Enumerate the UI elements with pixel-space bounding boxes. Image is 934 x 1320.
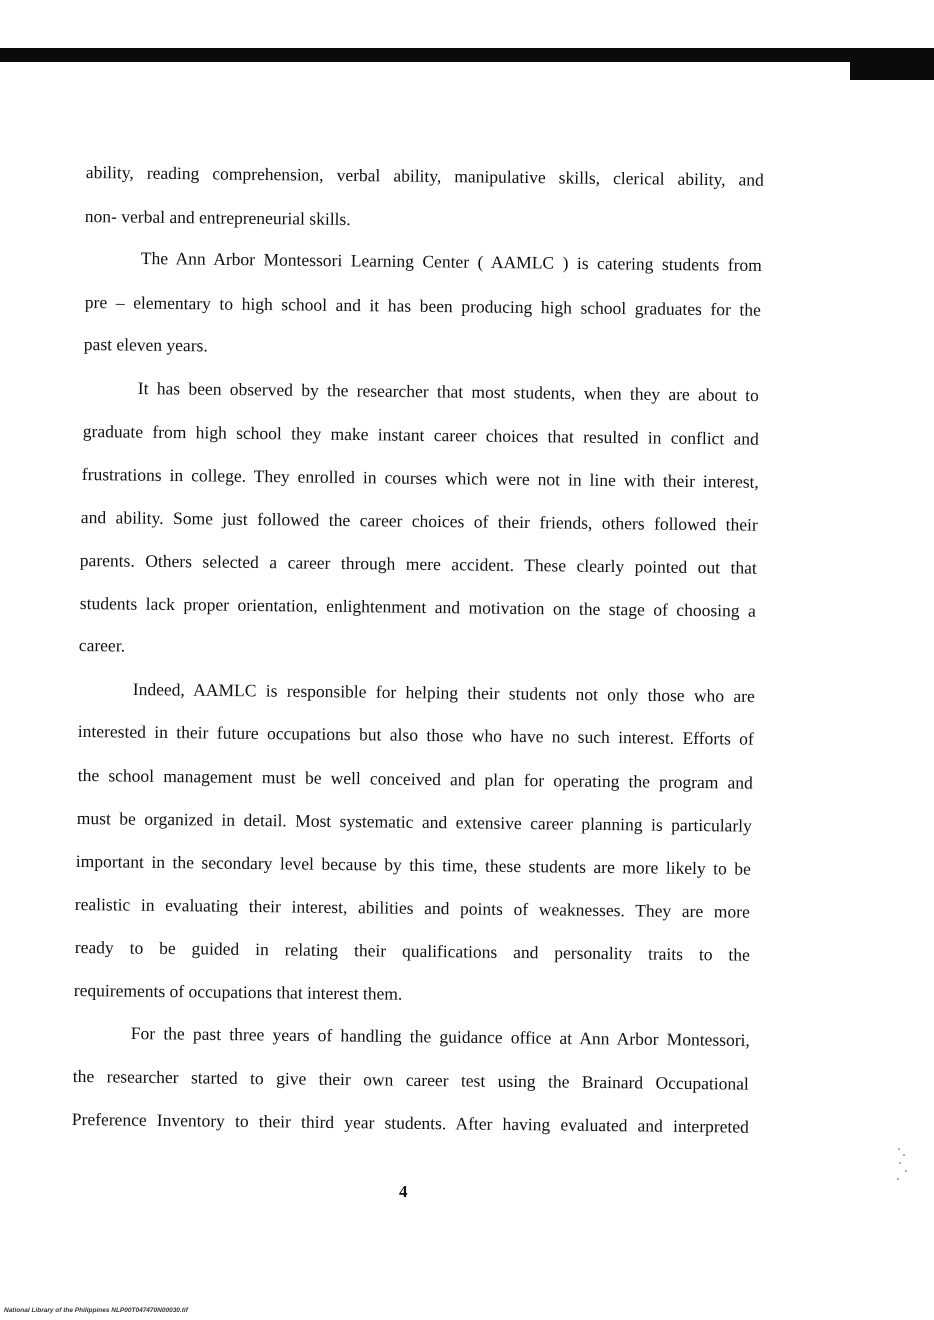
text-line: past eleven years. [83, 333, 208, 356]
text-line: parents. Others selected a career through mere accident. These clearly pointed out that [79, 549, 757, 578]
text-line: ability, reading comprehension, verbal ability, manipulative skills, clerical ability, and [85, 161, 764, 190]
text-line: realistic in evaluating their interest, abilities and points of weaknesses. They are more [74, 893, 750, 922]
text-line: pre – elementary to high school and it has been producing high school graduates for the [84, 291, 761, 320]
text-line: graduate from high school they make instant career choices that resulted in conflict and [82, 420, 759, 449]
text-line: Preference Inventory to their third year students. After having evaluated and interpreted [71, 1108, 749, 1137]
text-line: interested in their future occupations but also those who have no such interest. Efforts of [77, 720, 754, 749]
page-number: 4 [399, 1182, 408, 1201]
paragraph-first-line: The Ann Arbor Montessori Learning Center ( AAMLC ) is catering students from [140, 247, 762, 276]
text-line: must be organized in detail. Most systematic and extensive career planning is particularly [76, 807, 752, 836]
text-line: non- verbal and entrepreneurial skills. [84, 205, 351, 230]
text-line: the school management must be well conceived and plan for operating the program and [77, 764, 753, 793]
paragraph-first-line: It has been observed by the researcher that most students, when they are about to [137, 377, 759, 406]
archive-footer-caption: National Library of the Philippines NLP00T047470N00030.tif [4, 1307, 188, 1314]
scan-noise [896, 1148, 908, 1184]
paragraph-first-line: Indeed, AAMLC is responsible for helping their students not only those who are [132, 678, 755, 707]
text-line: ready to be guided in relating their qualifications and personality traits to the [74, 936, 750, 965]
text-line: important in the secondary level because by this time, these students are more likely to be [75, 850, 751, 879]
text-line: students lack proper orientation, enlightenment and motivation on the stage of choosing a [79, 592, 756, 621]
scan-edge-bar [0, 48, 934, 62]
paragraph-first-line: For the past three years of handling the guidance office at Ann Arbor Montessori, [130, 1022, 750, 1051]
text-line: frustrations in college. They enrolled in courses which were not in line with their interest, [81, 463, 759, 492]
text-line: career. [78, 634, 126, 656]
text-line: and ability. Some just followed the career choices of their friends, others followed their [80, 506, 758, 535]
text-line: requirements of occupations that interest them. [73, 979, 403, 1004]
scan-edge-corner [850, 48, 934, 80]
text-line: the researcher started to give their own career test using the Brainard Occupational [72, 1065, 749, 1094]
